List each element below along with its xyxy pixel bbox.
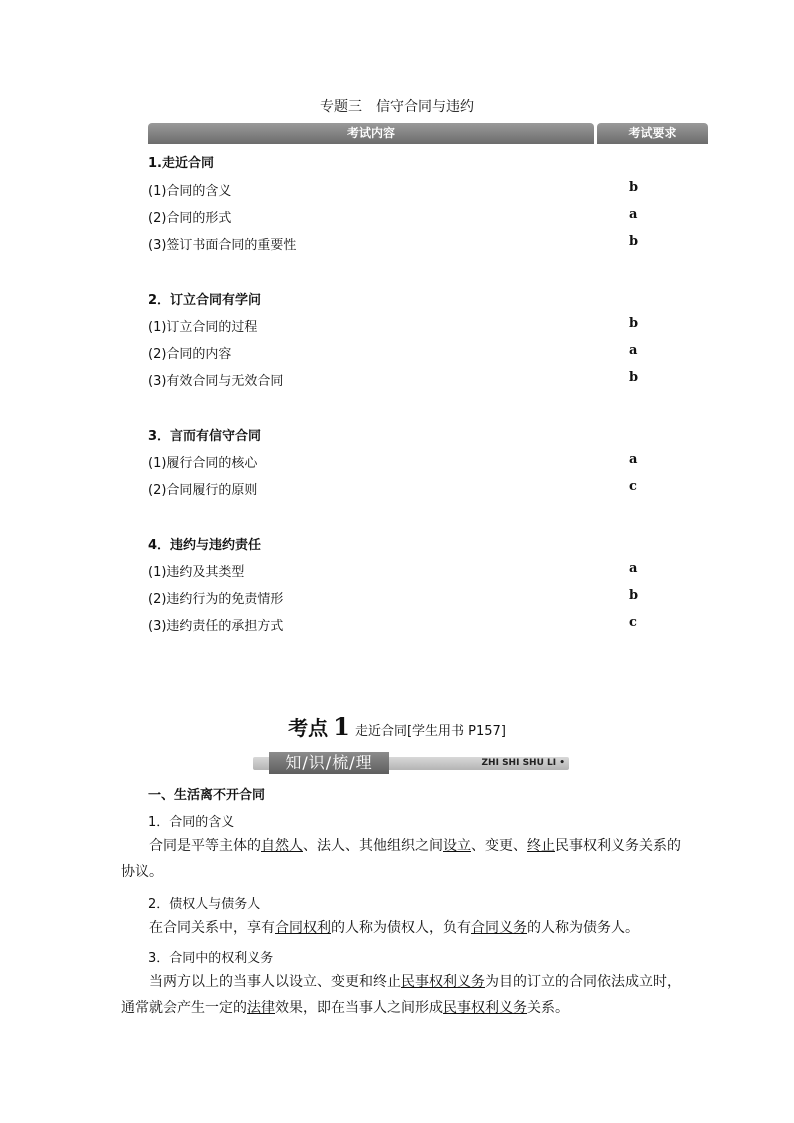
topic-subtitle: 走近合同[学生用书 P157]: [354, 724, 506, 739]
table-row: (2)合同的内容 a: [148, 343, 638, 362]
paragraph: 当两方以上的当事人以设立、变更和终止民事权利义务为目的订立的合同依法成立时，通常就会产生一定的法律效果，即在当事人之间形成民事权利义务关系。: [121, 974, 681, 1016]
topic-number: 1: [333, 712, 350, 741]
table-row: (1)履行合同的核心 a: [148, 452, 638, 471]
table-row: (3)有效合同与无效合同 b: [148, 370, 639, 389]
paragraph: 合同是平等主体的自然人、法人、其他组织之间设立、变更、终止民事权利义务关系的协议。: [121, 838, 681, 880]
page-title: 专题三 信守合同与违约: [320, 99, 474, 115]
table-header: [148, 123, 708, 144]
topic-label: 考点: [288, 716, 329, 740]
subheading: 2．债权人与债务人: [148, 897, 261, 912]
header-exam-requirement: 考试要求: [597, 123, 708, 144]
table-row: (3)违约责任的承担方式 c: [148, 615, 637, 634]
subheading: 1．合同的含义: [148, 815, 235, 830]
table-row: (2)合同履行的原则 c: [148, 479, 637, 498]
topic-heading: [0, 712, 794, 741]
table-row: (1)合同的含义 b: [148, 180, 639, 199]
table-row: (1)订立合同的过程 b: [148, 316, 639, 335]
section-heading: 3．言而有信守合同: [148, 429, 262, 444]
section-heading: 4．违约与违约责任: [148, 538, 262, 553]
section-banner: [253, 752, 569, 774]
paragraph: 在合同关系中，享有合同权利的人称为债权人，负有合同义务的人称为债务人。: [149, 920, 639, 936]
header-exam-content: 考试内容: [148, 123, 594, 144]
table-row: (2)违约行为的免责情形 b: [148, 588, 639, 607]
table-row: (2)合同的形式 a: [148, 207, 638, 226]
subheading: 3．合同中的权利义务: [148, 951, 274, 966]
section-heading: 1.走近合同: [148, 156, 214, 171]
banner-pinyin: ZHI SHI SHU LI •: [481, 758, 565, 768]
section-heading: 2．订立合同有学问: [148, 293, 262, 308]
banner-title: 知/识/梳/理: [269, 752, 389, 774]
body-heading: 一、生活离不开合同: [148, 788, 266, 803]
table-row: (3)签订书面合同的重要性 b: [148, 234, 639, 253]
table-row: (1)违约及其类型 a: [148, 561, 638, 580]
